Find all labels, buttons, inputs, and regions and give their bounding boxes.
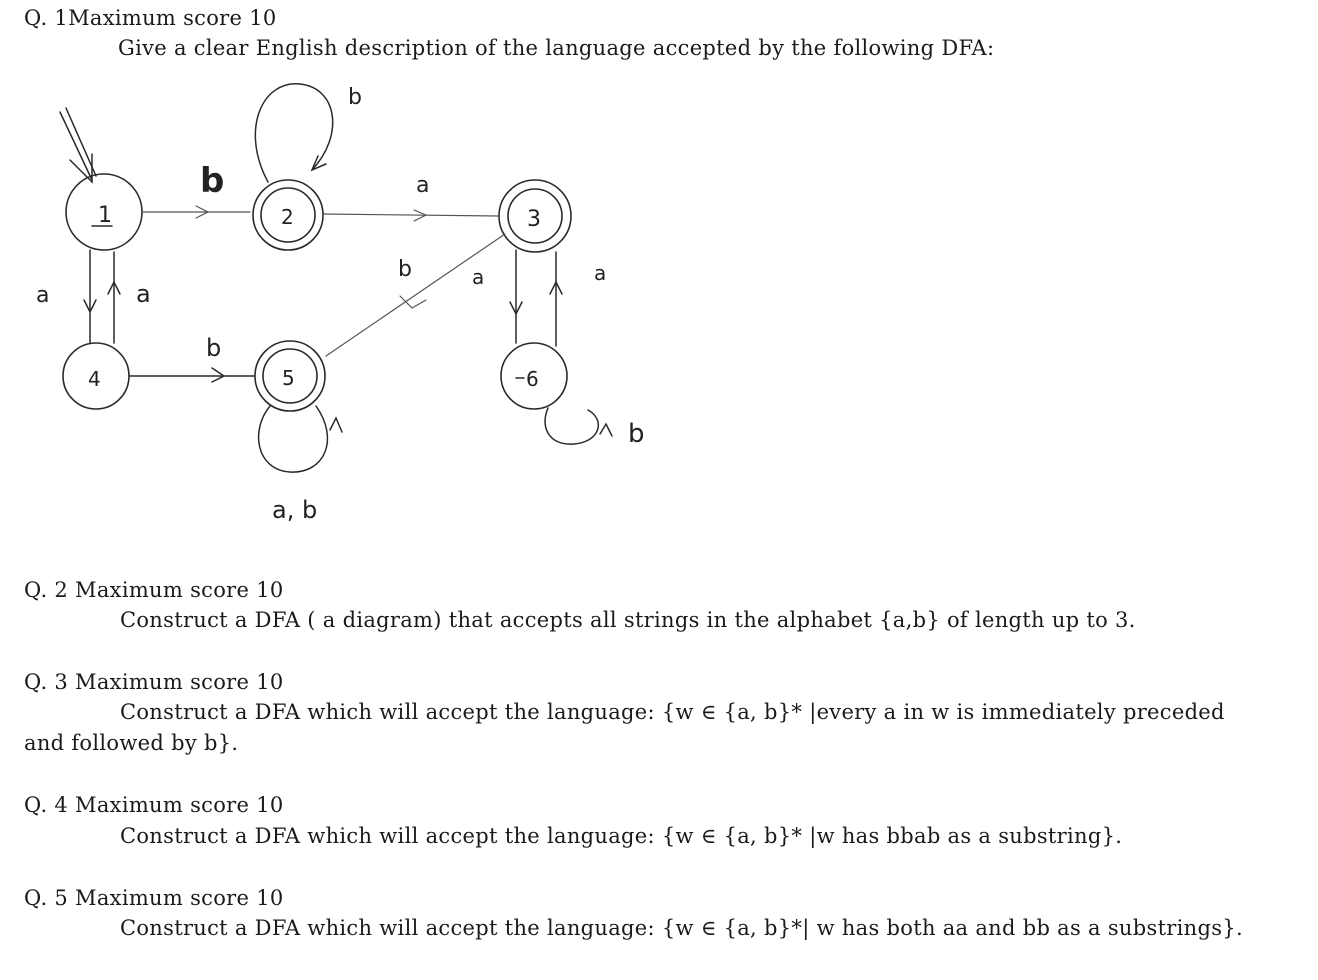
edge-5-3-label: b bbox=[398, 257, 412, 282]
edge-1-4 bbox=[36, 250, 96, 343]
state-6 bbox=[501, 343, 567, 409]
state-6-label: 6 bbox=[526, 367, 539, 391]
question-3-title: Q. 3 Maximum score 10 bbox=[24, 670, 284, 694]
edge-2-3 bbox=[323, 173, 498, 221]
loop-5-label: a, b bbox=[272, 496, 318, 524]
start-arrow bbox=[60, 108, 96, 182]
loop-6-label: b bbox=[628, 419, 645, 449]
edge-5-3 bbox=[326, 234, 505, 356]
question-3-body: Construct a DFA which will accept the language: {w ∈ {a, b}* |every a in w is immediately preceded bbox=[120, 700, 1225, 724]
edge-4-1 bbox=[108, 252, 151, 343]
loop-2-label: b bbox=[348, 85, 362, 110]
loop-6 bbox=[545, 408, 644, 449]
edge-2-3-label: a bbox=[416, 173, 430, 198]
question-3-continuation: and followed by b}. bbox=[24, 731, 239, 755]
state-1 bbox=[66, 174, 142, 250]
edge-4-5-label: b bbox=[206, 334, 222, 362]
state-4 bbox=[63, 343, 129, 409]
state-2 bbox=[253, 180, 323, 250]
question-2-title: Q. 2 Maximum score 10 bbox=[24, 578, 284, 602]
question-1-title: Q. 1Maximum score 10 bbox=[24, 6, 277, 30]
question-5-body: Construct a DFA which will accept the language: {w ∈ {a, b}*| w has both aa and bb as a substrings}. bbox=[120, 916, 1243, 940]
question-5-title: Q. 5 Maximum score 10 bbox=[24, 886, 284, 910]
edge-4-1-label: a bbox=[136, 280, 151, 308]
edge-1-2-label: b bbox=[200, 161, 225, 201]
loop-2 bbox=[255, 84, 362, 182]
edge-1-2 bbox=[142, 161, 250, 218]
edge-1-4-label: a bbox=[36, 283, 50, 308]
edge-4-5 bbox=[129, 334, 254, 382]
loop-5 bbox=[259, 406, 342, 524]
question-4-body: Construct a DFA which will accept the language: {w ∈ {a, b}* |w has bbab as a substring}. bbox=[120, 824, 1123, 848]
state-4-label: 4 bbox=[88, 367, 101, 391]
question-2-body: Construct a DFA ( a diagram) that accepts all strings in the alphabet {a,b} of length up to 3. bbox=[120, 608, 1136, 632]
edge-3-6-label: a bbox=[472, 265, 485, 289]
edge-6-3 bbox=[550, 252, 606, 346]
state-2-label: 2 bbox=[281, 205, 294, 229]
edge-3-6 bbox=[472, 250, 522, 343]
state-3-label: 3 bbox=[527, 207, 541, 232]
question-4-title: Q. 4 Maximum score 10 bbox=[24, 793, 284, 817]
edge-6-3-label: a bbox=[594, 261, 607, 285]
state-5-label: 5 bbox=[282, 366, 295, 390]
question-1-body: Give a clear English description of the language accepted by the following DFA: bbox=[118, 36, 995, 60]
state-3 bbox=[499, 180, 571, 252]
state-1-label: 1 bbox=[98, 203, 112, 228]
state-5 bbox=[255, 341, 325, 411]
